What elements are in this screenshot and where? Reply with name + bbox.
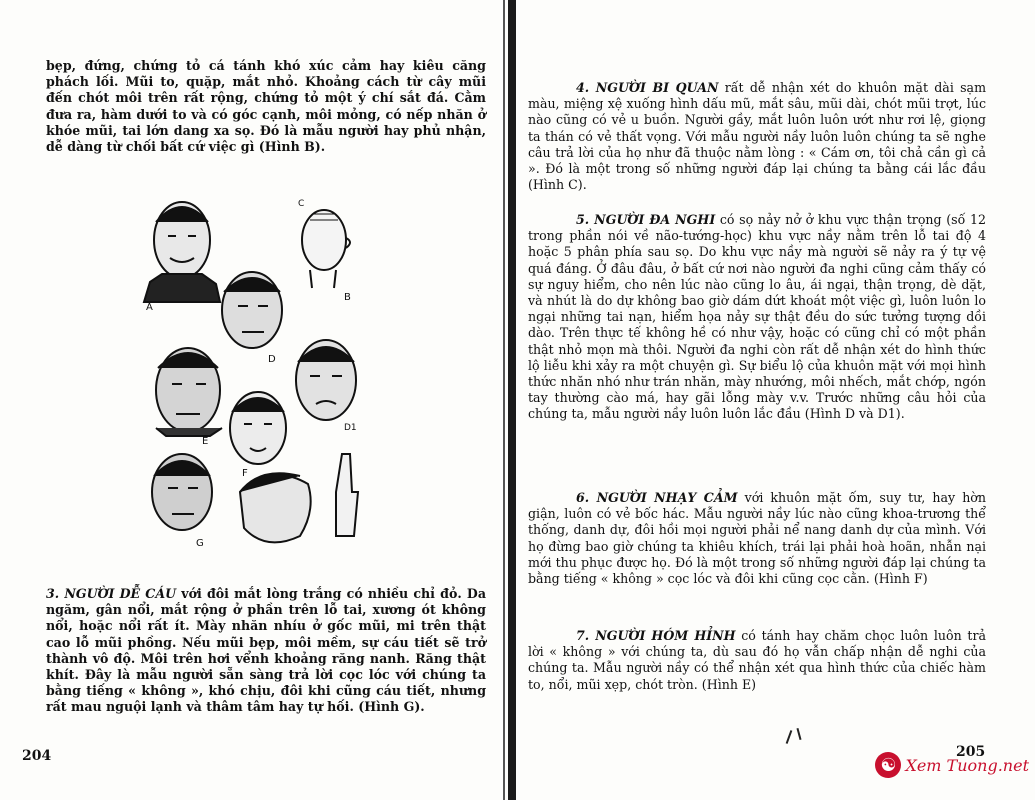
section-6-heading: 6. NGƯỜI NHẠY CẢM (576, 490, 738, 505)
section-3-text: với đôi mắt lòng trắng có nhiều chỉ đỏ. Da ngăm, gân nổi, mắt rộng ở phần trên lỗ tai, xương ót không nổi, hoặc nổi rất ít. Mày nhăn nhíu ở gốc mũi, mi trên thật cao lỗ mũi phồng. Nếu mũi bẹp, môi mềm, sự cáu tiết sẽ trở thành vô độ. Môi trên hơi vểnh khoảng răng nanh. Răng thật khít. Đây là mẫu người sẵn sàng trả lời cọc lóc với chúng ta bằng tiếng « không », khó chịu, đôi khi cũng cáu tiết, nhưng rất mau nguội lạnh và thâm tâm hay tự hối. (Hình G). (46, 586, 486, 715)
face-a (144, 202, 220, 313)
label-a: A (146, 302, 153, 313)
label-d: D (268, 354, 276, 365)
label-b: B (344, 292, 351, 303)
face-g (152, 454, 212, 549)
section-3-heading: 3. NGƯỜI DỄ CÁU (46, 586, 177, 601)
gutter-shadow (503, 0, 505, 800)
label-f: F (242, 468, 248, 479)
right-page (516, 0, 1035, 800)
yin-yang-icon: ☯ (875, 752, 901, 778)
scan-mark (796, 728, 801, 740)
label-g: G (196, 538, 204, 549)
section-7-text: có tánh hay chăm chọc luôn luôn trả lời « không » với chúng ta, dù sau đó họ vẫn chấp nhận dễ nghi của chúng ta. Mẫu người nầy có thể nhận xét qua hình thức của chiếc hàm to, nổi, mũi xẹp, chót tròn. (Hình E) (528, 628, 986, 692)
section-3 (46, 586, 486, 716)
face-profile-hand (240, 454, 358, 542)
page-number-right: 205 (956, 744, 986, 760)
page-gutter (508, 0, 516, 800)
section-4-text: rất dễ nhận xét do khuôn mặt dài sạm màu, miệng xệ xuống hình dấu mũ, mắt sâu, mũi dài, chót mũi trợt, lúc nào cũng có vẻ u buồn. Người gầy, mắt luôn luôn ướt như rơi lệ, giọng ta thán có vẻ thất vọng. Với mẫu người nầy luôn luôn chúng ta sẽ nghe câu trả lời của họ như đã thuộc nằm lòng : « Cám ơn, tôi chả cần gì cả ». Đó là một trong số những người đáp lại chúng ta bằng cái lắc đầu (Hình C). (528, 80, 987, 193)
face-d (222, 272, 282, 365)
section-5 (528, 212, 986, 423)
label-d1: D1 (344, 423, 357, 433)
site-logo (875, 752, 1029, 778)
section-6 (528, 490, 986, 587)
label-c: C (298, 199, 305, 209)
section-6-text: với khuôn mặt ốm, suy tư, hay hờn giận, luôn có vẻ bốc hác. Mẫu người nầy lúc nào cũng khoa-trương thể thống, danh dự, đôi hồi mọi người phải nể nang danh dự của mình. Với họ đừng bao giờ chúng ta khiêu khích, trái lại phải hoà hoãn, nhẫn nại mới thu phục được họ. Đó là một trong số những người đáp lại chúng ta bằng tiếng « không » cọc lóc và đôi khi cũng cọc cằn. (Hình F) (528, 490, 986, 587)
label-e: E (202, 436, 209, 447)
page-number-left: 204 (22, 748, 52, 764)
face-e (156, 348, 222, 447)
section-5-heading: 5. NGƯỜI ĐA NGHI (576, 212, 716, 227)
scan-mark (786, 730, 793, 744)
section-7 (528, 628, 986, 693)
section-4 (528, 80, 986, 193)
logo-text: Xem Tuong.net (905, 755, 1029, 775)
section-7-heading: 7. NGƯỜI HÓM HỈNH (576, 628, 736, 643)
face-d1 (296, 340, 357, 433)
faces-illustration (140, 192, 370, 560)
section-4-heading: 4. NGƯỜI BI QUAN (576, 80, 719, 95)
left-top-paragraph (46, 58, 486, 155)
paragraph-text: bẹp, đứng, chứng tỏ cá tánh khó xúc cảm hay kiêu căng phách lối. Mũi to, quặp, mắt nhỏ. Khoảng cách từ cây mũi đến chót môi trên rất rộng, chứng tỏ một ý chí sắt đá. Cằm đưa ra, hàm dưới to và có góc cạnh, môi mỏng, có nếp nhăn ở khóe mũi, tai lớn dang xa sọ. Đó là mẫu người hay phủ nhận, dễ dàng từ chối bất cứ việc gì (Hình B). (46, 58, 486, 155)
section-5-text: có sọ nảy nở ở khu vực thận trọng (số 12 trong phần nói về não-tướng-học) khu vực nầy nằm trên lỗ tai độ 4 hoặc 5 phân phía sau sọ. Do khu vực nầy mà người sẽ nảy ra ý tự vệ quá đáng. Ở đâu đâu, ở bất cứ nơi nào người đa nghi cũng cảm thấy có sự nguy hiểm, cho nên lúc nào cũng lo âu, ái ngại, thận trọng, dè dặt, và nhút là do dự không bao giờ dám dứt khoát một việc gì, luôn luôn lo ngại những tai nạn, hiểm họa nảy sự thật đều do sức tưởng tượng dồi dào. Trên thực tế không hề có như vậy, hoặc có cũng chỉ có một phần thật nhỏ mọn mà thôi. Người đa nghi còn rất dễ nhận xét do hình thức lộ liễu khi xảy ra một chuyện gì. Sự biểu lộ của khuôn mặt với mọi hình thức nhăn nhó như trán nhăn, mày nhướng, môi nhếch, mắt chớp, ngón tay thường cào má, hay gãi lỗng mày v.v. Trước những câu hỏi của chúng ta, mẫu người nầy luôn luôn lắc đầu (Hình D và D1). (528, 212, 987, 422)
face-b (298, 199, 351, 303)
face-f (230, 392, 286, 479)
left-page (0, 0, 508, 800)
